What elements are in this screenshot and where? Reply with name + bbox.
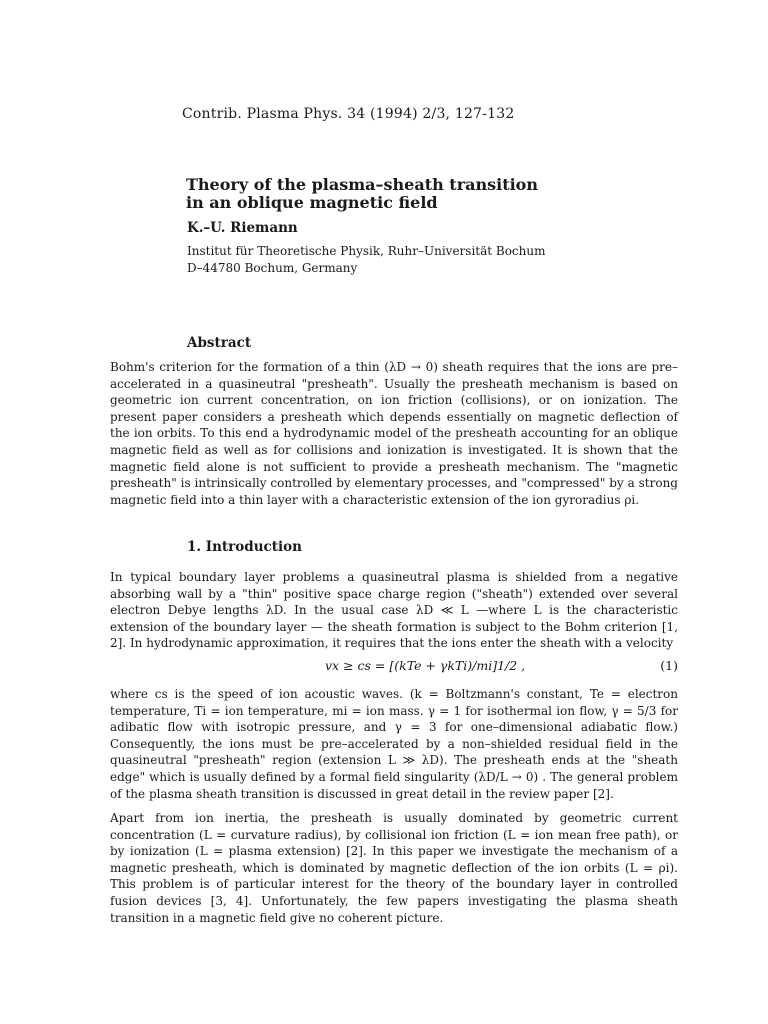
title-line-2: in an oblique magnetic field — [186, 193, 438, 212]
introduction-heading: 1. Introduction — [187, 539, 302, 555]
introduction-paragraph-1: In typical boundary layer problems a quasineutral plasma is shielded from a negative absorbing wall by a "thin" positive space charge region ("sheath") extended over several electron Debye lengths λD. In the usual case λD ≪ L —where L is the characteristic extension of the boundary layer — the sheath formation is subject to the Bohm criterion [1, 2]. In hydrodynamic approximation, it requires that the ions enter the sheath with a velocity — [110, 570, 678, 651]
abstract-text: Bohm's criterion for the formation of a thin (λD → 0) sheath requires that the ions are pre–accelerated in a quasineutral "presheath". Usually the presheath mechanism is based on geometric ion current concentration, on ion friction (collisions), or on ionization. The present paper considers a presheath which depends essentially on magnetic deflection of the ion orbits. To this end a hydrodynamic model of the presheath accounting for an oblique magnetic field as well as for collisions and ionization is investigated. It is shown that the magnetic field alone is not sufficient to provide a presheath mechanism. The "magnetic presheath" is intrinsically controlled by elementary processes, and "compressed" by a strong magnetic field into a thin layer with a characteristic extension of the ion gyroradius ρi. — [110, 360, 678, 507]
affiliation — [187, 243, 546, 277]
equation-body: vx ≥ cs = [(kTe + γkTi)/mi]1/2 , — [325, 658, 526, 673]
affiliation-line-2: D–44780 Bochum, Germany — [187, 261, 358, 275]
introduction-paragraph-3: Apart from ion inertia, the presheath is usually dominated by geometric current concentration (L = curvature radius), by collisional ion friction (L = ion mean free path), or by ionization (L = plasma extension) [2]. In this paper we investigate the mechanism of a magnetic presheath, which is dominated by magnetic deflection of the ion orbits (L = ρi). This problem is of particular interest for the theory of the boundary layer in controlled fusion devices [3, 4]. Unfortunately, the few papers investigating the plasma sheath transition in a magnetic field give no coherent picture. — [110, 811, 678, 925]
equation-1 — [110, 658, 678, 678]
equation-number: (1) — [660, 658, 678, 673]
title-line-1: Theory of the plasma–sheath transition — [186, 175, 538, 194]
paper-title — [186, 176, 538, 212]
affiliation-line-1: Institut für Theoretische Physik, Ruhr–Universität Bochum — [187, 244, 546, 258]
abstract-heading: Abstract — [187, 335, 252, 351]
journal-citation: Contrib. Plasma Phys. 34 (1994) 2/3, 127-132 — [182, 106, 515, 122]
introduction-paragraph-2: where cs is the speed of ion acoustic waves. (k = Boltzmann's constant, Te = electron temperature, Ti = ion temperature, mi = ion mass. γ = 1 for isothermal ion flow, γ = 5/3 for adibatic flow with isotropic pressure, and γ = 3 for one–dimensional adiabatic flow.) Consequently, the ions must be pre–accelerated by a non–shielded residual field in the quasineutral "presheath" region (extension L ≫ λD). The presheath ends at the "sheath edge" which is usually defined by a formal field singularity (λD/L → 0) . The general problem of the plasma sheath transition is discussed in great detail in the review paper [2]. — [110, 687, 678, 801]
author-name: K.–U. Riemann — [187, 220, 298, 236]
